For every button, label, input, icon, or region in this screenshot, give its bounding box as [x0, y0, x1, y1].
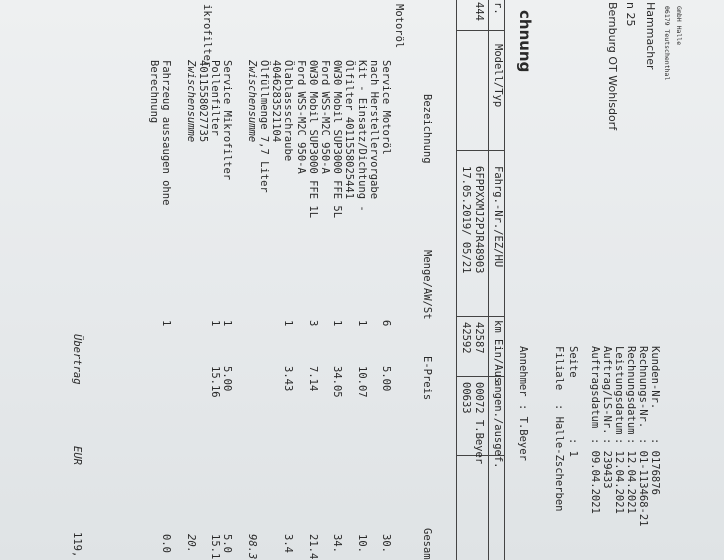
item-description: Service Mikrofilter: [221, 60, 234, 181]
cell-km-aus: 42592: [460, 322, 472, 354]
item-quantity: 6: [380, 320, 392, 327]
item-description: Ölablassschraube: [282, 60, 295, 162]
item-description: Zwischensumme: [184, 60, 197, 143]
item-quantity: 3: [306, 320, 319, 327]
auftrag-label: Auftrag/LS-Nr.: [601, 346, 613, 435]
annehmer-label: Annehmer: [517, 346, 529, 397]
item-unit-price: 10.07: [355, 366, 368, 398]
section-label-mikrofilter: ikrofilter: [201, 4, 213, 68]
recipient-street: n 25: [624, 2, 637, 27]
sender-company-line: GmbH Halle: [675, 6, 683, 46]
seite-value: : 1: [567, 438, 579, 457]
item-description: Fahrzeug aussaugen ohne: [160, 60, 173, 206]
rechnungs-nr-label: Rechnungs-Nr.: [637, 346, 649, 429]
item-description: Pollenfilter: [209, 60, 222, 136]
cell-fahrg: 6FPPXXMJ2PJR48903: [473, 166, 485, 274]
kunden-nr-value: : 0176876: [649, 438, 661, 495]
item-total: 0.0: [160, 534, 173, 553]
item-quantity: 1: [355, 320, 368, 327]
item-description: Ford WSS-M2C 950-A: [294, 60, 307, 174]
cell-km-ein: 42587: [473, 322, 485, 354]
col-model-header: Modell/Typ: [492, 44, 504, 108]
recipient-name: Hammacher: [644, 2, 657, 70]
uebertrag-label: Übertrag: [71, 334, 83, 385]
rechnungsdatum-label: Rechnungsdatum: [625, 346, 637, 435]
item-unit-price: 3.43: [282, 366, 295, 392]
col-angen-header: angen./ausgef.: [492, 380, 504, 469]
item-description: 0W30 Mobil SUP3000 FFE 5L: [331, 60, 344, 219]
item-quantity: 1: [221, 320, 234, 327]
item-description: Berechnung: [148, 60, 161, 124]
rechnungsdatum-value: : 12.04.2021: [625, 438, 637, 514]
item-unit-price: 15.16: [209, 366, 222, 398]
item-description: 0W30 Mobil SUP3000 FFE 1L: [306, 60, 319, 219]
item-description: 4011558027735: [197, 60, 209, 143]
item-quantity: 1: [282, 320, 295, 327]
item-description: Ford WSS-M2C 950-A: [319, 60, 331, 174]
eur-label: EUR: [71, 446, 83, 465]
item-description: Ölfüllmenge 7,7 Liter: [258, 60, 270, 193]
document-title: chnung: [516, 10, 534, 73]
column-menge: Menge/AW/St: [421, 250, 433, 320]
item-unit-price: 5.00: [221, 366, 234, 392]
item-description: nach Herstellervorgabe: [367, 60, 380, 200]
item-total: 21.4: [306, 534, 319, 560]
item-quantity: 1: [160, 320, 173, 327]
item-description: Kit - Einsatz/Dichtung -: [355, 60, 368, 212]
auftragsdatum-value: : 09.04.2021: [589, 438, 601, 514]
item-description: Zwischensumme: [245, 60, 258, 143]
column-bezeichnung: Bezeichnung: [421, 94, 433, 164]
recipient-city: Bernburg OT Wohlsdorf: [606, 2, 619, 131]
col-cust-header: r.: [492, 2, 504, 15]
kunden-nr-label: Kunden-Nr.: [649, 346, 661, 410]
rechnungs-nr-value: : 01-113468-21: [637, 438, 649, 527]
item-total: 30.: [380, 534, 392, 553]
cell-angen: 00072 T.Beyer: [473, 382, 485, 465]
item-total: 5.0: [221, 534, 234, 553]
item-total: 34.: [331, 534, 344, 553]
leistungsdatum-value: : 12.04.2021: [613, 438, 625, 514]
item-description: Service Motoröl: [380, 60, 392, 155]
auftrag-value: : 239433: [601, 438, 613, 489]
column-epreis: E-Preis: [421, 356, 433, 401]
item-total: 3.4: [282, 534, 295, 553]
item-unit-price: 34.05: [331, 366, 344, 398]
col-fahrg-header: Fahrg.-Nr./EZ/HU: [492, 166, 504, 268]
item-description: Ölfilter 4011558025441: [343, 60, 356, 200]
annehmer-value: : T.Beyer: [517, 404, 529, 461]
seite-label: Seite: [567, 346, 579, 378]
item-unit-price: 7.14: [306, 366, 319, 392]
filiale-value: : Halle-Zscherben: [553, 404, 565, 512]
item-quantity: 1: [209, 320, 222, 327]
cell-cust: 444: [473, 2, 485, 21]
cell-ez: 17.05.2019/ 05/21: [460, 166, 472, 274]
leistungsdatum-label: Leistungsdatum: [613, 346, 625, 435]
auftragsdatum-label: Auftragsdatum: [589, 346, 601, 429]
item-total: 10.: [355, 534, 368, 553]
item-total: 98.3: [245, 534, 258, 560]
item-total: 15.1: [209, 534, 222, 560]
item-description: 4046283521104: [270, 60, 283, 143]
item-quantity: 1: [331, 320, 344, 327]
column-gesamt: Gesam: [421, 528, 433, 560]
sender-address-line: 06179 Teutschenthal: [663, 6, 671, 81]
section-label-motoroel: Motoröl: [393, 4, 405, 49]
item-total: 20.: [184, 534, 197, 553]
col-km-header: km Ein/Aus: [492, 320, 504, 384]
item-unit-price: 5.00: [380, 366, 392, 392]
uebertrag-value: 119,: [71, 532, 83, 558]
cell-ausgef: 00633: [460, 382, 472, 414]
filiale-label: Filiale: [553, 346, 565, 391]
